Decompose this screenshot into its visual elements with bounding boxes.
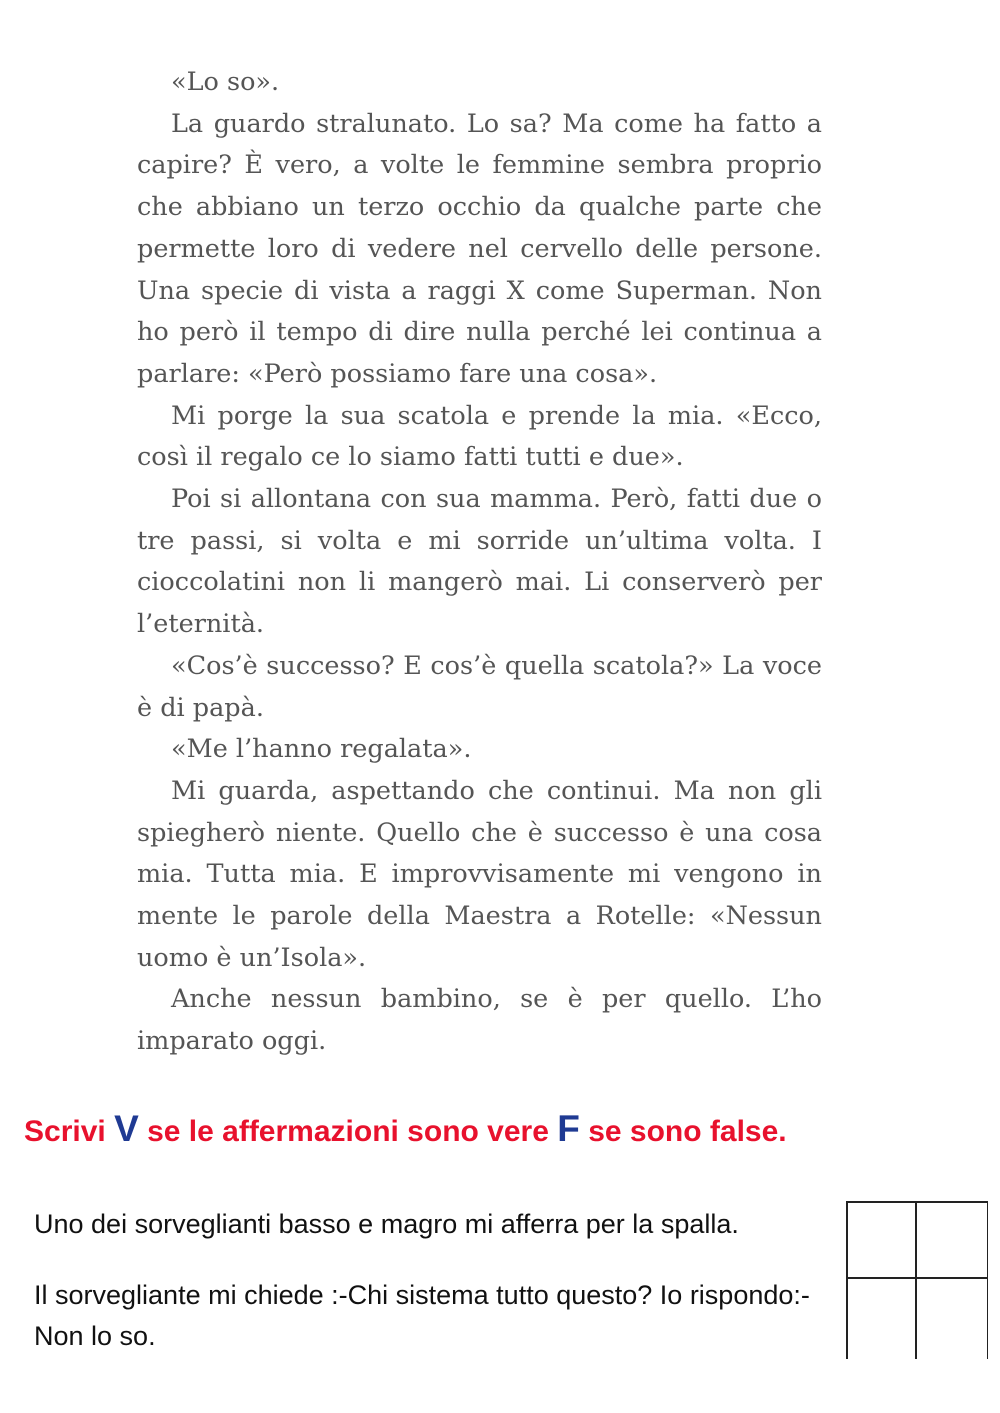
answer-box-1-v[interactable]: [848, 1203, 914, 1276]
story-paragraph: «Me l’hanno regalata».: [171, 734, 472, 765]
instruction-text-start: Scrivi: [24, 1115, 115, 1148]
letter-true: V: [114, 1108, 139, 1149]
grid-border-right: [987, 1201, 989, 1359]
story-paragraph: Poi si allontana con sua mamma. Però, fatti due o tre passi, si volta e mi sorride un’ultima volta. I cioccolatini non li mangerò mai. Li conserverò per l’eternità.: [137, 484, 822, 640]
story-text: [137, 62, 822, 1063]
answer-box-2-f[interactable]: [917, 1279, 985, 1357]
exercise-instruction: [24, 1108, 787, 1150]
instruction-text-middle: se le affermazioni sono vere: [138, 1115, 558, 1148]
story-paragraph: Anche nessun bambino, se è per quello. L’ho imparato oggi.: [137, 984, 822, 1057]
answer-grid: [846, 1201, 988, 1359]
story-paragraph: «Lo so».: [171, 67, 280, 97]
statement-1: Uno dei sorveglianti basso e magro mi afferra per la spalla.: [34, 1209, 739, 1239]
instruction-text-end: se sono false.: [579, 1115, 787, 1148]
statement-2: Il sorvegliante mi chiede :-Chi sistema tutto questo? Io rispondo:-Non lo so.: [34, 1280, 810, 1351]
story-paragraph: Mi guarda, aspettando che continui. Ma non gli spiegherò niente. Quello che è successo è una cosa mia. Tutta mia. E improvvisamente mi vengono in mente le parole della Maestra a Rotelle: «Nessun uomo è un’Isola».: [137, 775, 822, 973]
answer-box-2-v[interactable]: [848, 1279, 914, 1357]
story-paragraph: La guardo stralunato. Lo sa? Ma come ha fatto a capire? È vero, a volte le femmine sembra proprio che abbiano un terzo occhio da qualche parte che permette loro di vedere nel cervello delle persone. Una specie di vista a raggi X come Superman. Non ho però il tempo di dire nulla perché lei continua a parlare: «Però possiamo fare una cosa».: [137, 108, 822, 389]
statements-list: [34, 1204, 839, 1357]
story-paragraph: «Cos’è successo? E cos’è quella scatola?» La voce è di papà.: [137, 650, 822, 723]
answer-box-1-f[interactable]: [917, 1203, 985, 1276]
story-paragraph: Mi porge la sua scatola e prende la mia. «Ecco, così il regalo ce lo siamo fatti tutti e due».: [137, 400, 822, 473]
letter-false: F: [557, 1108, 580, 1149]
